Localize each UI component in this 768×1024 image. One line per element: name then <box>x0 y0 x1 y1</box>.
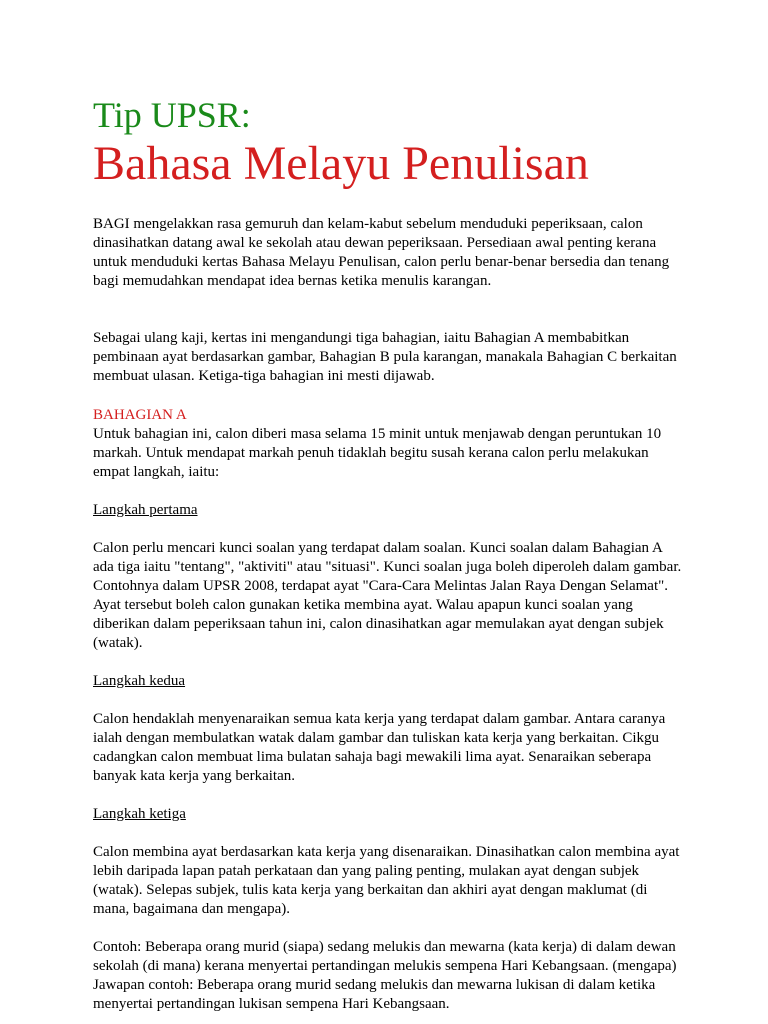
section-a-heading: BAHAGIAN A <box>93 407 187 423</box>
step-1-text: Calon perlu mencari kunci soalan yang terdapat dalam soalan. Kunci soalan dalam Bahagian A ada tiga iaitu "tentang", "aktiviti" atau "situasi". Kunci soalan juga boleh diperoleh dalam gambar. Contohnya dalam UPSR 2008, terdapat ayat "Cara-Cara Melintas Jalan Raya Dengan Selamat". Ayat tersebut boleh calon gunakan ketika membina ayat. Walau apapun kunci soalan yang diberikan dalam peperiksaan tahun ini, calon dinasihatkan agar memulakan ayat dengan subjek (watak). <box>93 540 682 651</box>
step-1-heading: Langkah pertama <box>93 502 198 518</box>
document-page <box>93 95 683 1014</box>
example-paragraph: Contoh: Beberapa orang murid (siapa) sedang melukis dan mewarna (kata kerja) di dalam dewan sekolah (di mana) kerana menyertai pertandingan melukis sempena Hari Kebangsaan. (mengapa) Jawapan contoh: Beberapa orang murid sedang melukis dan mewarna lukisan di dalam ketika menyertai pertandingan lukisan sempena Hari Kebangsaan. <box>93 939 677 1012</box>
step-3-heading: Langkah ketiga <box>93 806 186 822</box>
step-3-text: Calon membina ayat berdasarkan kata kerja yang disenaraikan. Dinasihatkan calon membina ayat lebih daripada lapan patah perkataan dan yang paling penting, mulakan ayat dengan subjek (watak). Selepas subjek, tulis kata kerja yang berkaitan dan akhiri ayat dengan maklumat (di mana, bagaimana dan mengapa). <box>93 844 680 917</box>
section-a-intro: Untuk bahagian ini, calon diberi masa selama 15 minit untuk menjawab dengan peruntukan 10 markah. Untuk mendapat markah penuh tidaklah begitu susah kerana calon perlu melakukan empat langkah, iaitu: <box>93 426 662 480</box>
step-2-text: Calon hendaklah menyenaraikan semua kata kerja yang terdapat dalam gambar. Antara caranya ialah dengan membulatkan watak dalam gambar dan tuliskan kata kerja yang berkaitan. Cikgu cadangkan calon membuat lima bulatan sahaja bagi mewakili lima ayat. Senaraikan seberapa banyak kata kerja yang berkaitan. <box>93 711 666 784</box>
intro-paragraph-1: BAGI mengelakkan rasa gemuruh dan kelam-kabut sebelum menduduki peperiksaan, calon dinasihatkan datang awal ke sekolah atau dewan peperiksaan. Persediaan awal penting kerana untuk menduduki kertas Bahasa Melayu Penulisan, calon perlu benar-benar bersedia dan tenang bagi memudahkan mendapat idea bernas ketika menulis karangan. <box>93 216 670 289</box>
document-title: Bahasa Melayu Penulisan <box>93 137 589 190</box>
intro-paragraph-2: Sebagai ulang kaji, kertas ini mengandungi tiga bahagian, iaitu Bahagian A membabitkan pembinaan ayat berdasarkan gambar, Bahagian B pula karangan, manakala Bahagian C berkaitan membuat ulasan. Ketiga-tiga bahagian ini mesti dijawab. <box>93 330 677 384</box>
step-2-heading: Langkah kedua <box>93 673 186 689</box>
document-kicker: Tip UPSR: <box>93 95 251 135</box>
